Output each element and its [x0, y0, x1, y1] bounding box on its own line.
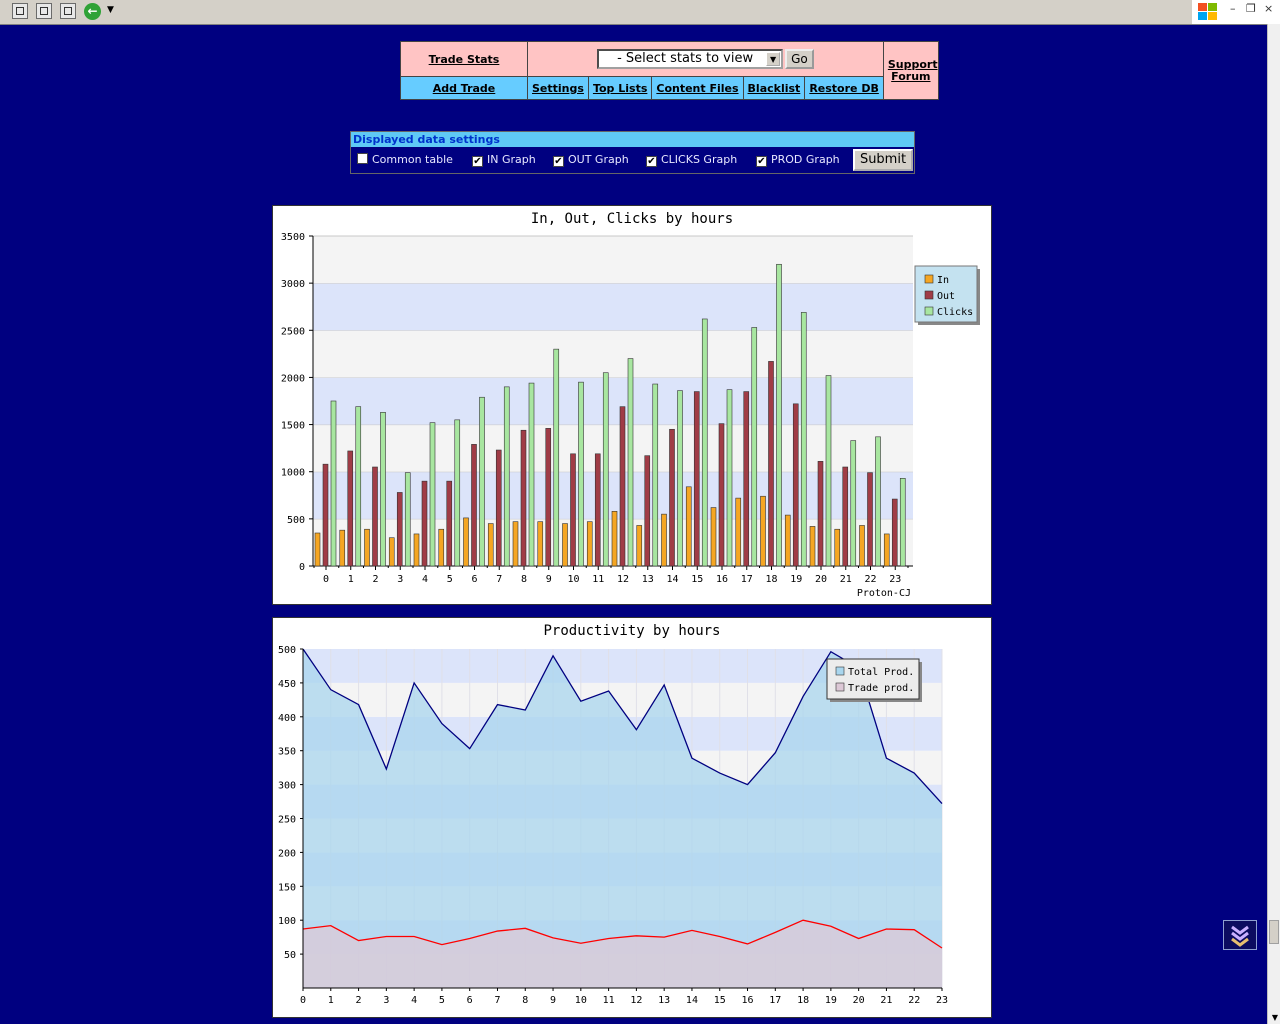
- frame-icon[interactable]: [60, 3, 76, 19]
- y-tick-label: 1500: [280, 420, 305, 432]
- y-tick-label: 50: [283, 950, 296, 962]
- bar-clicks: [628, 359, 633, 566]
- bar-in: [340, 530, 345, 566]
- x-tick-label: 7: [494, 995, 501, 1006]
- bar-out: [571, 454, 576, 566]
- bar-in: [736, 498, 741, 566]
- x-tick-label: 12: [630, 995, 643, 1006]
- nav-content-files: [652, 77, 743, 100]
- out-graph-label: OUT Graph: [568, 153, 629, 166]
- x-tick-label: 0: [322, 574, 330, 585]
- x-tick-label: 11: [602, 995, 615, 1006]
- y-tick-label: 3500: [280, 232, 305, 243]
- legend-swatch: [836, 667, 844, 675]
- x-tick-label: 22: [864, 574, 877, 585]
- bar-clicks: [777, 264, 782, 566]
- scroll-down-button[interactable]: [1223, 920, 1257, 950]
- bar-out: [670, 429, 675, 566]
- x-tick-label: 3: [397, 574, 404, 585]
- bar-clicks: [801, 312, 806, 566]
- x-tick-label: 10: [567, 574, 580, 585]
- common-table-label: Common table: [372, 153, 453, 166]
- bar-out: [496, 450, 501, 566]
- bar-clicks: [678, 391, 683, 566]
- bar-clicks: [876, 437, 881, 566]
- x-tick-label: 13: [641, 574, 654, 585]
- x-tick-label: 15: [713, 995, 726, 1006]
- x-tick-label: 17: [769, 995, 782, 1006]
- bar-clicks: [826, 376, 831, 566]
- collapse-icon[interactable]: [12, 3, 28, 19]
- grid-band: [313, 377, 913, 424]
- y-tick-label: 0: [298, 562, 305, 573]
- bar-out: [744, 392, 749, 566]
- x-tick-label: 1: [347, 574, 354, 585]
- bar-out: [373, 467, 378, 566]
- x-tick-label: 5: [446, 574, 453, 585]
- content-files-link[interactable]: Content Files: [656, 81, 739, 95]
- chart-title: Productivity by hours: [543, 623, 721, 639]
- y-tick-label: 400: [277, 712, 296, 724]
- bar-clicks: [752, 327, 757, 566]
- bar-in: [563, 524, 568, 566]
- bar-clicks: [900, 478, 905, 566]
- in-out-clicks-chart: [272, 205, 992, 605]
- x-tick-label: 12: [616, 574, 630, 585]
- x-tick-label: 7: [496, 574, 503, 585]
- y-tick-label: 450: [277, 678, 296, 690]
- bar-in: [761, 496, 766, 566]
- x-tick-label: 16: [715, 574, 729, 585]
- x-tick-label: 21: [880, 995, 893, 1006]
- bar-in: [389, 538, 394, 566]
- clicks-graph-checkbox[interactable]: ✔: [647, 156, 656, 167]
- x-tick-label: 14: [666, 574, 679, 585]
- add-trade-link[interactable]: Add Trade: [432, 81, 496, 95]
- bar-clicks: [603, 373, 608, 566]
- bar-clicks: [702, 319, 707, 566]
- y-tick-label: 200: [277, 848, 296, 860]
- x-tick-label: 1: [327, 995, 334, 1006]
- x-tick-label: 4: [421, 574, 429, 585]
- bar-out: [769, 361, 774, 566]
- support-forum-link[interactable]: Support Forum: [887, 57, 938, 83]
- restore-icon[interactable]: ❐: [1246, 2, 1256, 15]
- y-tick-label: 2500: [280, 326, 305, 338]
- y-tick-label: 100: [277, 916, 296, 928]
- x-tick-label: 8: [520, 574, 528, 585]
- y-tick-label: 2000: [280, 373, 305, 385]
- bar-out: [595, 454, 600, 566]
- blacklist-link[interactable]: Blacklist: [747, 81, 801, 95]
- submit-button[interactable]: Submit: [853, 149, 913, 171]
- x-tick-label: 4: [411, 995, 418, 1006]
- bar-in: [513, 522, 518, 566]
- settings-link[interactable]: Settings: [532, 81, 584, 95]
- legend-swatch: [836, 683, 844, 691]
- bar-clicks: [405, 473, 410, 566]
- bar-out: [719, 424, 724, 566]
- bar-out: [422, 481, 427, 566]
- windows-logo-icon: [1196, 2, 1218, 22]
- double-chevron-down-icon: [1224, 921, 1256, 949]
- x-tick-label: 5: [438, 995, 445, 1006]
- bar-in: [785, 515, 790, 566]
- restore-db-link[interactable]: Restore DB: [809, 81, 879, 95]
- back-arrow-icon[interactable]: ←: [84, 3, 101, 20]
- bar-out: [843, 467, 848, 566]
- grid-band: [313, 330, 913, 377]
- x-tick-label: 20: [852, 995, 865, 1006]
- out-graph-option[interactable]: [553, 153, 629, 167]
- top-lists-link[interactable]: Top Lists: [592, 81, 648, 95]
- browser-toolbar: [0, 0, 1280, 25]
- x-tick-label: 14: [685, 995, 698, 1006]
- grid-band: [313, 283, 913, 330]
- common-table-checkbox[interactable]: [357, 153, 368, 164]
- x-tick-label: 17: [740, 574, 753, 585]
- support-forum-cell: [883, 42, 938, 100]
- x-tick-label: 11: [592, 574, 605, 585]
- bar-clicks: [381, 412, 386, 566]
- settings-options: [351, 147, 914, 173]
- x-tick-label: 3: [383, 995, 390, 1006]
- clicks-graph-label: CLICKS Graph: [661, 153, 738, 166]
- bar-out: [521, 430, 526, 566]
- x-tick-label: 6: [466, 995, 473, 1006]
- bar-in: [711, 508, 716, 566]
- minimize-icon[interactable]: –: [1230, 2, 1236, 15]
- bar-clicks: [331, 401, 336, 566]
- bar-out: [793, 404, 798, 566]
- x-tick-label: 16: [741, 995, 754, 1006]
- bar-out: [620, 407, 625, 566]
- in-out-clicks-chart-svg: [273, 206, 991, 604]
- trade-stats-cell: [401, 42, 528, 77]
- stats-select-value: - Select stats to view: [617, 51, 754, 66]
- bar-out: [645, 456, 650, 566]
- bar-in: [414, 534, 419, 566]
- prod-graph-checkbox[interactable]: ✔: [757, 156, 766, 167]
- bar-in: [365, 529, 370, 566]
- window-controls: [1192, 0, 1280, 24]
- x-tick-label: 8: [522, 995, 529, 1006]
- bar-clicks: [504, 387, 509, 566]
- y-tick-label: 500: [277, 645, 296, 656]
- legend-label: Total Prod.: [848, 667, 915, 678]
- bar-clicks: [430, 423, 435, 566]
- bar-out: [397, 492, 402, 566]
- bar-clicks: [851, 441, 856, 566]
- bar-out: [348, 451, 353, 566]
- close-icon[interactable]: ×: [1264, 2, 1274, 15]
- bar-in: [488, 524, 493, 566]
- bar-in: [464, 518, 469, 566]
- x-tick-label: 21: [839, 574, 852, 585]
- prod-graph-label: PROD Graph: [771, 153, 840, 166]
- bar-clicks: [579, 382, 584, 566]
- y-tick-label: 3000: [280, 279, 305, 291]
- dropdown-arrow-icon[interactable]: ▼: [107, 5, 114, 15]
- x-tick-label: 20: [814, 574, 828, 585]
- bar-in: [612, 511, 617, 566]
- legend-swatch: [925, 307, 933, 315]
- go-button[interactable]: Go: [785, 49, 814, 69]
- in-graph-checkbox[interactable]: ✔: [473, 156, 482, 167]
- legend-label: Clicks: [937, 307, 974, 318]
- x-tick-label: 13: [658, 995, 671, 1006]
- select-arrow-icon[interactable]: ▼: [766, 52, 780, 66]
- stats-select-cell: [528, 42, 884, 77]
- x-tick-label: 9: [550, 995, 557, 1006]
- bar-in: [587, 522, 592, 566]
- vertical-scrollbar[interactable]: [1267, 24, 1280, 1024]
- x-tick-label: 9: [545, 574, 552, 585]
- bar-in: [637, 525, 642, 566]
- y-tick-label: 1000: [280, 467, 305, 479]
- bar-clicks: [529, 383, 534, 566]
- bar-clicks: [480, 397, 485, 566]
- x-axis-label: Proton-CJ: [856, 588, 911, 599]
- nav-add-trade: [401, 77, 528, 100]
- bar-out: [694, 392, 699, 566]
- bar-clicks: [727, 390, 732, 566]
- bar-clicks: [554, 349, 559, 566]
- legend-label: Trade prod.: [848, 683, 915, 694]
- productivity-chart: [272, 617, 992, 1018]
- display-settings-panel: [350, 131, 915, 174]
- bar-in: [538, 522, 543, 566]
- chart-title: In, Out, Clicks by hours: [530, 211, 734, 227]
- out-graph-checkbox[interactable]: ✔: [554, 156, 563, 167]
- bar-in: [439, 529, 444, 566]
- x-tick-label: 22: [908, 995, 921, 1006]
- x-tick-label: 10: [574, 995, 587, 1006]
- x-tick-label: 19: [824, 995, 837, 1006]
- bar-in: [860, 525, 865, 566]
- bar-clicks: [455, 420, 460, 566]
- x-tick-label: 2: [372, 574, 379, 585]
- bar-out: [892, 499, 897, 566]
- bar-in: [884, 534, 889, 566]
- bar-out: [546, 428, 551, 566]
- prod-graph-option[interactable]: [756, 153, 840, 167]
- legend-swatch: [925, 275, 933, 283]
- nav-restore-db: [805, 77, 884, 100]
- bar-out: [868, 473, 873, 566]
- bar-in: [810, 526, 815, 566]
- grid-band: [313, 236, 913, 283]
- bar-out: [818, 461, 823, 566]
- bar-in: [662, 514, 667, 566]
- bar-in: [315, 533, 320, 566]
- bar-in: [686, 487, 691, 566]
- x-tick-label: 0: [299, 995, 307, 1006]
- clicks-graph-option[interactable]: [646, 153, 737, 167]
- x-tick-label: 23: [889, 574, 902, 585]
- x-tick-label: 15: [691, 574, 704, 585]
- y-tick-label: 150: [277, 882, 296, 894]
- y-tick-label: 250: [277, 814, 296, 826]
- bar-clicks: [356, 407, 361, 566]
- y-tick-label: 300: [277, 780, 296, 792]
- bar-clicks: [653, 384, 658, 566]
- in-graph-label: IN Graph: [487, 153, 536, 166]
- x-tick-label: 6: [471, 574, 478, 585]
- legend-label: In: [937, 275, 950, 286]
- x-tick-label: 2: [355, 995, 362, 1006]
- bar-out: [323, 464, 328, 566]
- scrollbar-thumb[interactable]: [1269, 920, 1279, 944]
- expand-icon[interactable]: [36, 3, 52, 19]
- settings-title: Displayed data settings: [351, 132, 914, 147]
- in-graph-option[interactable]: [472, 153, 536, 167]
- common-table-option[interactable]: [357, 153, 453, 167]
- main-navigation: [400, 41, 939, 100]
- y-tick-label: 350: [277, 746, 296, 758]
- nav-top-lists: [588, 77, 651, 100]
- trade-stats-link[interactable]: Trade Stats: [428, 52, 500, 66]
- x-tick-label: 18: [797, 995, 810, 1006]
- bar-out: [447, 481, 452, 566]
- legend-swatch: [925, 291, 933, 299]
- x-tick-label: 19: [790, 574, 803, 585]
- productivity-chart-svg: [273, 618, 991, 1017]
- nav-blacklist: [743, 77, 805, 100]
- bar-out: [472, 444, 477, 566]
- y-tick-label: 500: [286, 514, 305, 526]
- legend-label: Out: [937, 291, 956, 302]
- x-tick-label: 18: [765, 574, 778, 585]
- nav-settings: [528, 77, 589, 100]
- bar-in: [835, 529, 840, 566]
- scroll-down-arrow-icon[interactable]: ▼: [1271, 1013, 1278, 1022]
- stats-select[interactable]: [597, 49, 783, 69]
- x-tick-label: 23: [935, 995, 949, 1006]
